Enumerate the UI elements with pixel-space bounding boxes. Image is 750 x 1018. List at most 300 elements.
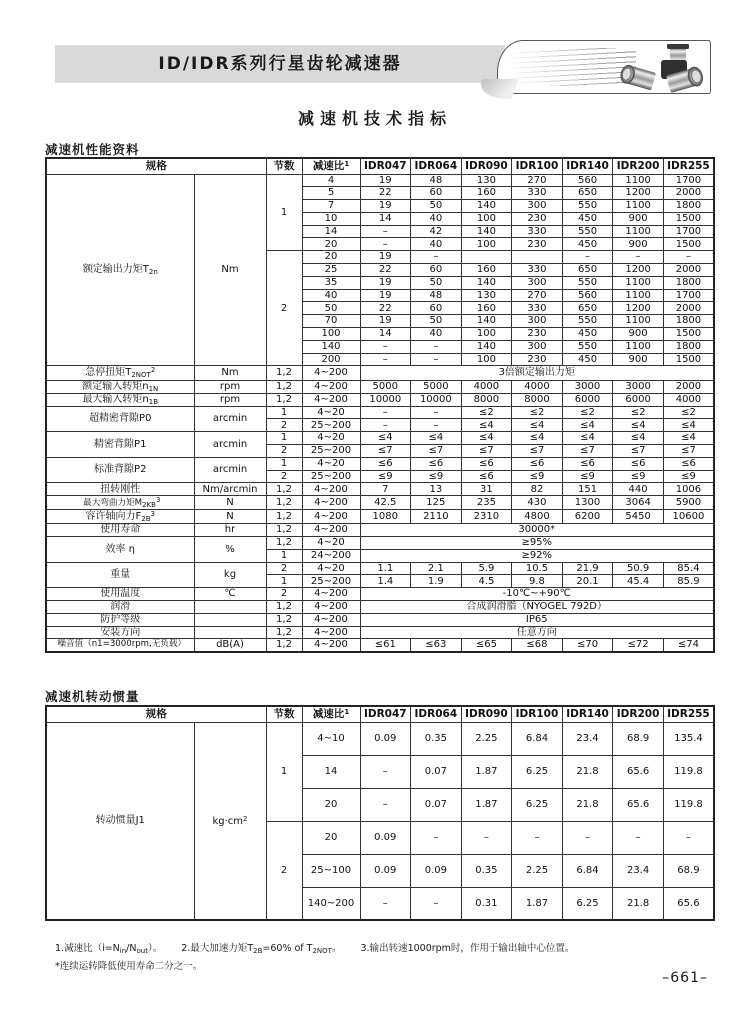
value-cell: 235: [461, 496, 512, 510]
value-cell: 1100: [613, 315, 664, 328]
value-cell: ≤7: [411, 444, 462, 457]
value-cell: 50: [411, 315, 462, 328]
ratio-cell: 4~200: [302, 626, 360, 639]
value-cell: 1700: [663, 174, 714, 187]
value-cell: 19: [360, 251, 411, 264]
value-cell: 22: [360, 187, 411, 200]
value-cell: ≤4: [562, 432, 613, 445]
table-row: [46, 639, 714, 652]
value-cell: 330: [512, 187, 563, 200]
value-cell: 2.25: [461, 722, 512, 755]
value-cell: ≤4: [461, 419, 512, 432]
value-cell: 300: [512, 276, 563, 289]
value-cell: 330: [512, 225, 563, 238]
value-cell: 1100: [613, 289, 664, 302]
value-cell: 100: [461, 328, 512, 341]
value-cell: 550: [562, 200, 613, 213]
value-cell: 23.4: [562, 722, 613, 755]
value-cell: –: [360, 755, 411, 788]
value-cell: 31: [461, 483, 512, 496]
value-cell: 1.1: [360, 562, 411, 575]
value-cell: ≤4: [411, 432, 462, 445]
value-cell: 65.6: [613, 788, 664, 821]
table-row: [46, 496, 714, 510]
value-cell: 450: [562, 328, 613, 341]
page-number: –661–: [662, 970, 708, 986]
col-header-model: IDR255: [663, 706, 714, 722]
value-cell: 65.6: [613, 755, 664, 788]
col-header-ratio: 减速比$^1$: [302, 158, 360, 174]
value-cell: 1.9: [411, 575, 462, 588]
value-cell: 1.87: [461, 755, 512, 788]
value-cell: 0.07: [411, 788, 462, 821]
value-cell: ≤6: [461, 470, 512, 483]
value-cell: ≤4: [360, 432, 411, 445]
value-cell: ≤70: [562, 639, 613, 652]
value-cell: 19: [360, 315, 411, 328]
value-cell: ≤68: [512, 639, 563, 652]
ratio-cell: 4~200: [302, 613, 360, 626]
value-cell: 900: [613, 212, 664, 225]
stage-cell: 1,2: [266, 613, 302, 626]
value-cell: 135.4: [663, 722, 714, 755]
col-header-model: IDR090: [461, 158, 512, 174]
ratio-cell: 25~200: [302, 470, 360, 483]
value-cell: 21.8: [562, 788, 613, 821]
value-cell: –: [663, 251, 714, 264]
value-cell: ≤9: [360, 470, 411, 483]
value-cell: –: [360, 887, 411, 920]
ratio-cell: 14: [302, 755, 360, 788]
value-cell: 550: [562, 315, 613, 328]
value-cell: [461, 251, 512, 264]
value-cell: 19: [360, 276, 411, 289]
value-cell: 85.4: [663, 562, 714, 575]
stage-cell: 1: [266, 549, 302, 562]
value-cell: 22: [360, 302, 411, 315]
value-cell: 2000: [663, 380, 714, 393]
value-cell: ≤4: [663, 432, 714, 445]
value-cell: 10.5: [512, 562, 563, 575]
ratio-cell: 20: [302, 821, 360, 854]
value-cell: ≤9: [512, 470, 563, 483]
table-row: [46, 524, 714, 537]
value-cell: 68.9: [663, 854, 714, 887]
value-cell: 3000: [613, 380, 664, 393]
col-header-model: IDR200: [613, 706, 664, 722]
value-cell: 68.9: [613, 722, 664, 755]
value-cell: 100: [461, 212, 512, 225]
table-row: [46, 483, 714, 496]
value-cell: 900: [613, 353, 664, 366]
col-header-model: IDR090: [461, 706, 512, 722]
value-cell: 1.87: [512, 887, 563, 920]
value-cell: 2310: [461, 510, 512, 524]
value-cell: 650: [562, 187, 613, 200]
ratio-cell: 25~200: [302, 419, 360, 432]
value-cell: –: [360, 238, 411, 251]
value-cell: 2000: [663, 264, 714, 277]
value-cell: 119.8: [663, 755, 714, 788]
value-cell: –: [613, 821, 664, 854]
ratio-cell: 4~20: [302, 562, 360, 575]
value-cell: 130: [461, 174, 512, 187]
value-cell: ≤4: [512, 432, 563, 445]
value-cell: 0.35: [461, 854, 512, 887]
ratio-cell: 4~20: [302, 457, 360, 470]
value-cell: 6.25: [562, 887, 613, 920]
row-label: 容许轴向力$F_{2B}^3$: [46, 510, 194, 524]
ratio-cell: 4~200: [302, 366, 360, 380]
row-unit: $kg\cdot cm^2$: [194, 722, 266, 920]
value-cell: 23.4: [613, 854, 664, 887]
header-row: [46, 706, 714, 722]
row-unit: arcmin: [194, 406, 266, 432]
value-cell: –: [411, 887, 462, 920]
value-cell: 550: [562, 340, 613, 353]
value-cell: –: [360, 353, 411, 366]
table-row: [46, 393, 714, 406]
col-header-stage: 节数: [266, 158, 302, 174]
banner-swoosh-decoration: [476, 79, 518, 99]
inertia-table: [45, 705, 715, 921]
stage-cell: 2: [266, 588, 302, 601]
value-cell: 10000: [411, 393, 462, 406]
value-cell: 48: [411, 289, 462, 302]
value-cell: ≤4: [562, 419, 613, 432]
col-header-model: IDR100: [512, 706, 563, 722]
row-unit: dB(A): [194, 639, 266, 652]
performance-table: [45, 157, 715, 653]
value-cell: 10000: [360, 393, 411, 406]
row-label: 额定输出力矩$T_{2n}$: [46, 174, 194, 366]
value-cell: –: [360, 419, 411, 432]
value-cell: –: [562, 251, 613, 264]
ratio-cell: 35: [302, 276, 360, 289]
ratio-cell: 20: [302, 251, 360, 264]
table-row: [46, 406, 714, 419]
value-cell: 9.8: [512, 575, 563, 588]
stage-cell: 1,2: [266, 510, 302, 524]
value-cell: ≤4: [512, 419, 563, 432]
table-row: [46, 626, 714, 639]
value-cell: 450: [562, 353, 613, 366]
value-cell: –: [411, 340, 462, 353]
value-cell: ≤65: [461, 639, 512, 652]
col-header-model: IDR047: [360, 158, 411, 174]
value-cell: 8000: [461, 393, 512, 406]
row-unit: Nm/arcmin: [194, 483, 266, 496]
value-cell: 560: [562, 174, 613, 187]
row-label: 效率 η: [46, 537, 194, 563]
value-cell: 230: [512, 328, 563, 341]
stage-cell: 2: [266, 562, 302, 575]
value-cell: 1200: [613, 187, 664, 200]
row-label: 超精密背隙P0: [46, 406, 194, 432]
value-cell: 330: [512, 302, 563, 315]
value-cell: 50.9: [613, 562, 664, 575]
value-span-cell: -10℃~+90℃: [360, 588, 714, 601]
value-cell: 1100: [613, 276, 664, 289]
value-cell: –: [360, 340, 411, 353]
value-cell: 1700: [663, 289, 714, 302]
value-cell: ≤6: [360, 457, 411, 470]
value-cell: 1800: [663, 276, 714, 289]
ratio-cell: 4~200: [302, 510, 360, 524]
row-label: 最大输入转矩$n_{1B}$: [46, 393, 194, 406]
inertia-table-body: [46, 722, 714, 920]
col-header-model: IDR140: [562, 706, 613, 722]
stage-cell: 1: [266, 575, 302, 588]
value-cell: ≤2: [512, 406, 563, 419]
value-cell: 430: [512, 496, 563, 510]
row-unit: [194, 601, 266, 614]
col-header-model: IDR100: [512, 158, 563, 174]
col-header-model: IDR140: [562, 158, 613, 174]
stage-cell: 2: [266, 419, 302, 432]
value-cell: ≤9: [613, 470, 664, 483]
col-header-model: IDR064: [411, 158, 462, 174]
value-cell: 1300: [562, 496, 613, 510]
ratio-cell: 4~200: [302, 380, 360, 393]
table-row: [46, 588, 714, 601]
ratio-cell: 50: [302, 302, 360, 315]
value-cell: 650: [562, 264, 613, 277]
ratio-cell: 10: [302, 212, 360, 225]
value-cell: –: [663, 821, 714, 854]
ratio-cell: 4~20: [302, 406, 360, 419]
value-cell: 140: [461, 315, 512, 328]
ratio-cell: 20: [302, 238, 360, 251]
value-cell: 10600: [663, 510, 714, 524]
value-cell: 100: [461, 238, 512, 251]
col-header-stage: 节数: [266, 706, 302, 722]
value-cell: 0.35: [411, 722, 462, 755]
stage-cell: 1,2: [266, 524, 302, 537]
value-cell: 140: [461, 340, 512, 353]
row-label: 最大弯曲力矩$M_{2KB}^3$: [46, 496, 194, 510]
value-cell: 330: [512, 264, 563, 277]
ratio-cell: 140~200: [302, 887, 360, 920]
value-cell: 5.9: [461, 562, 512, 575]
ratio-cell: 4~200: [302, 639, 360, 652]
value-cell: ≤63: [411, 639, 462, 652]
value-cell: 2.1: [411, 562, 462, 575]
value-cell: 60: [411, 302, 462, 315]
page-title: 减速机技术指标: [297, 109, 452, 128]
value-cell: ≤7: [360, 444, 411, 457]
value-cell: ≤2: [461, 406, 512, 419]
value-cell: 45.4: [613, 575, 664, 588]
value-cell: 50: [411, 200, 462, 213]
section-title-inertia: 减速机转动惯量: [45, 689, 140, 704]
row-unit: [194, 613, 266, 626]
footnote-1: 1.减速比$(i=N_{in}/N_{out})$。: [55, 943, 163, 955]
value-cell: ≤9: [663, 470, 714, 483]
ratio-cell: 25~100: [302, 854, 360, 887]
value-cell: –: [613, 251, 664, 264]
value-cell: 2110: [411, 510, 462, 524]
ratio-cell: 140: [302, 340, 360, 353]
value-span-cell: 合成润滑脂（NYOGEL 792D）: [360, 601, 714, 614]
row-unit: N: [194, 510, 266, 524]
value-cell: 60: [411, 264, 462, 277]
ratio-cell: 4~200: [302, 601, 360, 614]
value-cell: –: [411, 251, 462, 264]
value-cell: ≤7: [512, 444, 563, 457]
value-cell: 4000: [512, 380, 563, 393]
value-cell: ≤9: [411, 470, 462, 483]
header-banner: [55, 45, 505, 83]
value-span-cell: 任意方向: [360, 626, 714, 639]
value-span-cell: IP65: [360, 613, 714, 626]
value-cell: 40: [411, 238, 462, 251]
stage-cell: 1: [266, 174, 302, 251]
value-cell: 130: [461, 289, 512, 302]
value-span-cell: ≥92%: [360, 549, 714, 562]
row-label: 急停扭矩$T_{2NOT}^2$: [46, 366, 194, 380]
stage-cell: 1,2: [266, 626, 302, 639]
table-row: [46, 722, 714, 755]
value-cell: ≤6: [411, 457, 462, 470]
value-cell: ≤2: [613, 406, 664, 419]
value-cell: 151: [562, 483, 613, 496]
value-cell: 6000: [562, 393, 613, 406]
value-cell: 440: [613, 483, 664, 496]
value-cell: 42: [411, 225, 462, 238]
row-unit: kg: [194, 562, 266, 588]
table-row: [46, 174, 714, 187]
value-cell: 560: [562, 289, 613, 302]
ratio-cell: 4~20: [302, 432, 360, 445]
value-cell: 21.8: [562, 755, 613, 788]
row-label: 使用温度: [46, 588, 194, 601]
header-row: [46, 158, 714, 174]
value-cell: 6.84: [562, 854, 613, 887]
value-cell: 6000: [613, 393, 664, 406]
value-cell: 550: [562, 276, 613, 289]
row-unit: N: [194, 496, 266, 510]
stage-cell: 1,2: [266, 483, 302, 496]
row-unit: arcmin: [194, 432, 266, 458]
table-row: [46, 432, 714, 445]
value-cell: ≤6: [663, 457, 714, 470]
value-cell: 1500: [663, 238, 714, 251]
stage-cell: 1: [266, 406, 302, 419]
stage-cell: 1: [266, 432, 302, 445]
value-cell: 160: [461, 264, 512, 277]
value-cell: 300: [512, 340, 563, 353]
value-span-cell: ≥95%: [360, 537, 714, 550]
value-cell: 21.9: [562, 562, 613, 575]
row-label: 转动惯量J1: [46, 722, 194, 920]
value-cell: ≤6: [461, 457, 512, 470]
stage-cell: 1: [266, 722, 302, 821]
ratio-cell: 4~200: [302, 496, 360, 510]
value-cell: [512, 251, 563, 264]
ratio-cell: 7: [302, 200, 360, 213]
value-cell: 550: [562, 225, 613, 238]
value-cell: 140: [461, 225, 512, 238]
value-cell: –: [411, 406, 462, 419]
ratio-cell: 70: [302, 315, 360, 328]
ratio-cell: 100: [302, 328, 360, 341]
row-unit: rpm: [194, 380, 266, 393]
ratio-cell: 4: [302, 174, 360, 187]
value-cell: ≤4: [461, 432, 512, 445]
stage-cell: 1,2: [266, 393, 302, 406]
ratio-cell: 4~20: [302, 537, 360, 550]
value-cell: 1080: [360, 510, 411, 524]
value-cell: 2.25: [512, 854, 563, 887]
value-cell: ≤4: [613, 419, 664, 432]
col-header-spec: 规格: [46, 158, 266, 174]
value-cell: 13: [411, 483, 462, 496]
value-cell: 140: [461, 276, 512, 289]
value-cell: ≤72: [613, 639, 664, 652]
value-cell: 650: [562, 302, 613, 315]
value-cell: –: [461, 821, 512, 854]
value-cell: –: [512, 821, 563, 854]
value-cell: 65.6: [663, 887, 714, 920]
value-cell: 4000: [663, 393, 714, 406]
value-cell: ≤6: [562, 457, 613, 470]
value-cell: 4000: [461, 380, 512, 393]
value-cell: 2000: [663, 302, 714, 315]
footnote-star: *连续运转降低使用寿命二分之一。: [55, 961, 203, 972]
row-unit: Nm: [194, 366, 266, 380]
value-cell: 230: [512, 238, 563, 251]
row-label: 扭转刚性: [46, 483, 194, 496]
value-cell: ≤4: [613, 432, 664, 445]
value-cell: 1800: [663, 200, 714, 213]
series-title: ID/IDR系列行星齿轮减速器: [158, 54, 402, 74]
value-cell: 0.31: [461, 887, 512, 920]
value-cell: 900: [613, 238, 664, 251]
value-cell: 119.8: [663, 788, 714, 821]
value-cell: 6200: [562, 510, 613, 524]
ratio-cell: 24~200: [302, 549, 360, 562]
value-cell: ≤4: [663, 419, 714, 432]
row-unit: [194, 626, 266, 639]
table-row: [46, 457, 714, 470]
value-cell: 14: [360, 212, 411, 225]
row-label: 使用寿命: [46, 524, 194, 537]
value-cell: –: [411, 353, 462, 366]
value-cell: 5450: [613, 510, 664, 524]
value-cell: 1700: [663, 225, 714, 238]
value-cell: ≤74: [663, 639, 714, 652]
table-row: [46, 510, 714, 524]
table-row: [46, 613, 714, 626]
row-label: 安装方向: [46, 626, 194, 639]
ratio-cell: 4~200: [302, 393, 360, 406]
stage-cell: 2: [266, 251, 302, 366]
stage-cell: 1: [266, 457, 302, 470]
value-cell: –: [360, 406, 411, 419]
stage-cell: 1,2: [266, 366, 302, 380]
row-unit: Nm: [194, 174, 266, 366]
row-label: 标准背隙P2: [46, 457, 194, 483]
ratio-cell: 25: [302, 264, 360, 277]
value-cell: 270: [512, 174, 563, 187]
value-cell: ≤2: [562, 406, 613, 419]
value-cell: 1.87: [461, 788, 512, 821]
value-cell: –: [562, 821, 613, 854]
value-cell: 6.25: [512, 755, 563, 788]
value-cell: 4.5: [461, 575, 512, 588]
value-cell: 1200: [613, 302, 664, 315]
